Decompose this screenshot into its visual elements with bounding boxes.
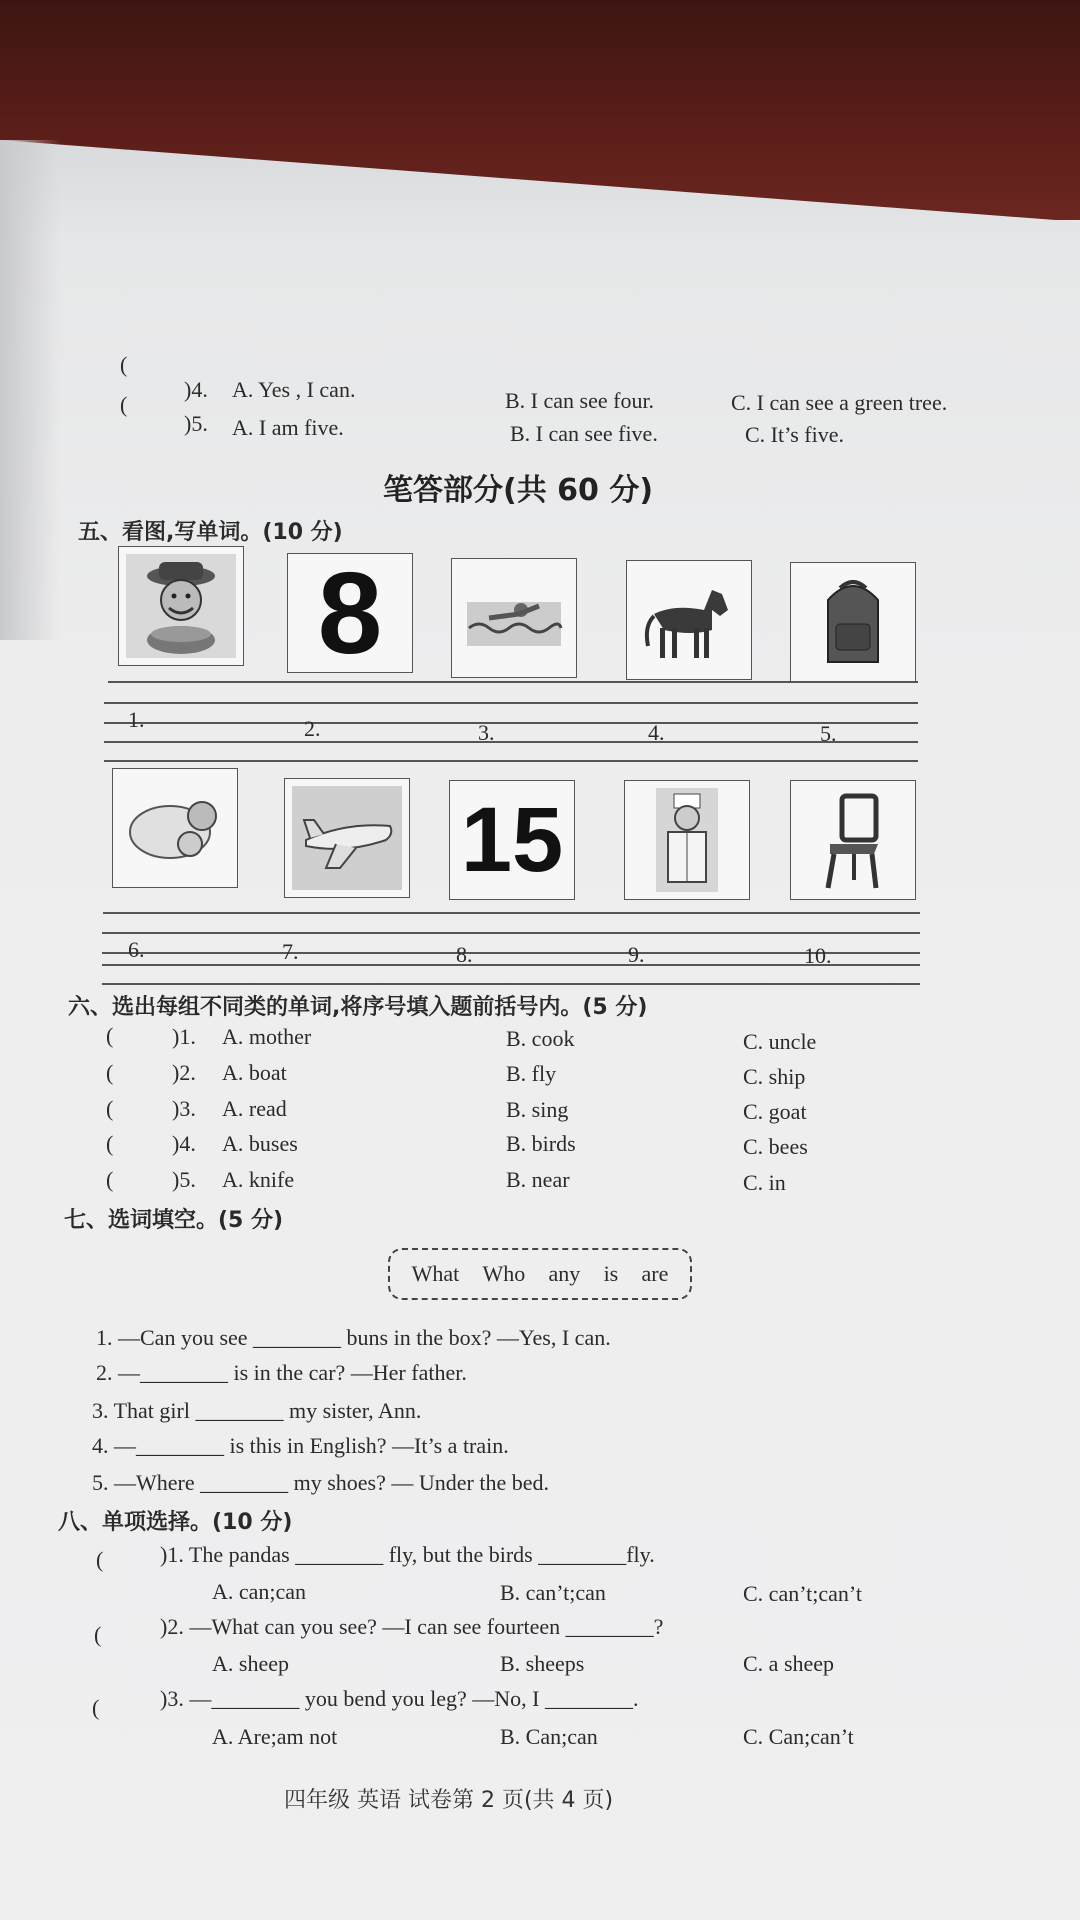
question-number: )3. [172,1096,196,1121]
writing-line [104,702,918,704]
blank-number: 8. [456,942,473,967]
option-c: C. Can;can’t [743,1724,854,1749]
blank-number: 6. [128,937,145,962]
paren: ( [96,1547,104,1572]
option-b: B. cook [506,1026,575,1051]
option-a: A. boat [222,1060,287,1085]
option-b: B. can’t;can [500,1580,606,1605]
paren: ( [120,352,128,377]
word-bank-item: is [603,1261,619,1286]
section-8-title: 八、单项选择。(10 分) [58,1510,293,1535]
word-bank-item: are [641,1261,669,1286]
option-a: A. I am five. [232,415,344,440]
chair-icon [798,788,908,892]
question-number: )4. [172,1131,196,1156]
option-a: A. buses [222,1131,298,1156]
fill-blank-item: 3. That girl ________ my sister, Ann. [92,1398,422,1423]
paren: ( [106,1167,114,1192]
question-number: )5. [184,411,208,436]
word-bank-box [388,1248,692,1300]
picture-horse [626,560,752,680]
option-c: C. goat [743,1099,807,1124]
question-number: )2. [172,1060,196,1085]
writing-line [104,722,918,724]
writing-line [104,760,918,762]
writing-line [102,932,920,934]
question-number: )4. [184,377,208,402]
writing-line [102,983,920,985]
option-c: C. a sheep [743,1651,835,1676]
option-b: B. birds [506,1131,576,1156]
option-c: C. uncle [743,1029,817,1054]
section-5-title: 五、看图,写单词。(10 分) [78,520,343,545]
blank-number: 2. [304,716,321,741]
question-number: )5. [172,1167,196,1192]
blank-number: 5. [820,721,837,746]
option-a: A. Are;am not [212,1724,338,1749]
option-a: A. mother [222,1024,312,1049]
option-b: B. sing [506,1097,569,1122]
option-c: C. in [743,1170,786,1195]
backpack-icon [798,570,908,674]
blank-number: 1. [128,707,145,732]
picture-plane [284,778,410,898]
blank-number: 9. [628,942,645,967]
option-b: B. Can;can [500,1724,598,1749]
paren: ( [106,1131,114,1156]
picture-cook [118,546,244,666]
number-8-text: 8 [317,553,383,673]
question-stem: )2. —What can you see? —I can see fourteen ________? [160,1614,664,1639]
writing-line [102,952,920,954]
doctor-icon [632,788,742,892]
paren: ( [106,1060,114,1085]
paren: ( [92,1695,100,1720]
number-15-text: 15 [460,789,564,891]
option-b: B. I can see four. [505,388,655,413]
blank-number: 3. [478,720,495,745]
word-bank-item: What [411,1261,460,1286]
horse-icon [634,568,744,672]
option-a: A. knife [222,1167,295,1192]
option-b: B. fly [506,1061,557,1086]
option-c: C. ship [743,1064,806,1089]
fill-blank-item: 4. —________ is this in English? —It’s a train. [92,1433,509,1458]
page-footer: 四年级 英语 试卷第 2 页(共 4 页) [284,1788,614,1813]
picture-chair [790,780,916,900]
option-a: A. can;can [212,1579,307,1604]
cook-icon [126,554,236,658]
writing-line [104,741,918,743]
sheep-icon [120,776,230,880]
picture-bag [790,562,916,682]
option-a: A. read [222,1096,287,1121]
blank-number: 4. [648,720,665,745]
blank-number: 10. [804,943,832,968]
option-b: B. near [506,1167,570,1192]
blank-number: 7. [282,939,299,964]
picture-number-8 [287,553,413,673]
paren: ( [106,1023,114,1048]
writing-line [108,681,918,683]
paren: ( [94,1622,102,1647]
question-stem: )1. The pandas ________ fly, but the birds ________fly. [160,1542,655,1567]
picture-number-15 [449,780,575,900]
option-b: B. I can see five. [510,421,658,446]
word-bank-item: any [548,1261,581,1286]
question-number: )1. [172,1024,196,1049]
option-a: A. sheep [212,1651,289,1676]
question-stem: )3. —________ you bend you leg? —No, I ________. [160,1686,639,1711]
option-a: A. Yes , I can. [232,377,356,402]
fill-blank-item: 2. —________ is in the car? —Her father. [96,1360,467,1385]
plane-icon [292,786,402,890]
option-b: B. sheeps [500,1651,585,1676]
writing-line [103,912,920,914]
option-c: C. bees [743,1134,808,1159]
option-c: C. I can see a green tree. [731,390,948,415]
word-bank-item: Who [482,1261,526,1286]
picture-sheep [112,768,238,888]
picture-doctor [624,780,750,900]
section-7-title: 七、选词填空。(5 分) [64,1208,284,1233]
paren: ( [106,1096,114,1121]
written-part-title: 笔答部分(共 60 分) [383,473,654,508]
paren: ( [120,392,128,417]
option-c: C. It’s five. [745,422,844,447]
fill-blank-item: 5. —Where ________ my shoes? — Under the bed. [92,1470,550,1495]
paper-curl-shadow [0,140,60,640]
picture-swim [451,558,577,678]
option-c: C. can’t;can’t [743,1581,862,1606]
fill-blank-item: 1. —Can you see ________ buns in the box? —Yes, I can. [96,1325,611,1350]
section-6-title: 六、选出每组不同类的单词,将序号填入题前括号内。(5 分) [68,995,648,1020]
writing-line [102,964,920,966]
swim-icon [459,566,569,670]
